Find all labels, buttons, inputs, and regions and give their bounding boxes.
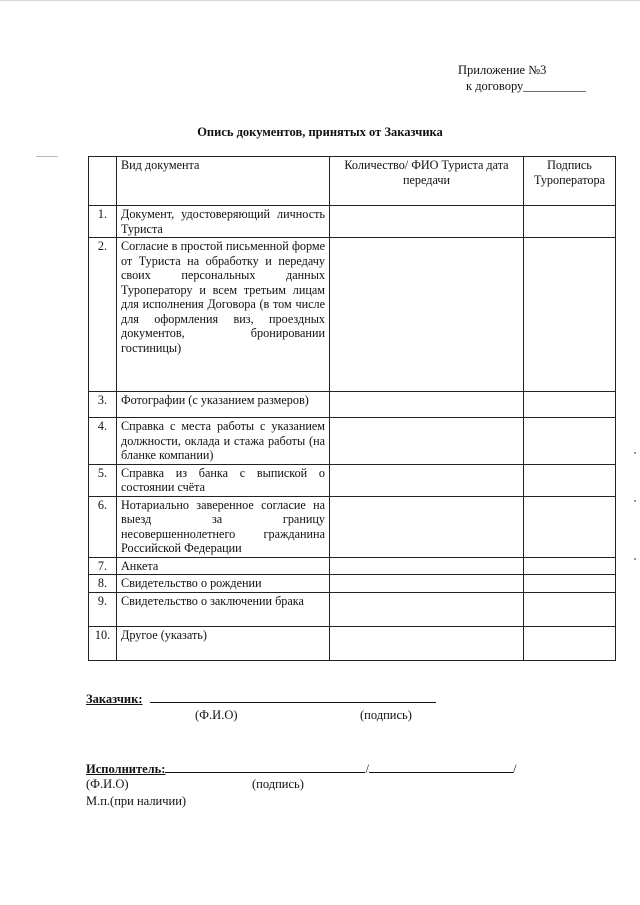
row-signature-cell	[524, 238, 616, 392]
table-row	[89, 464, 616, 496]
row-signature-cell	[524, 557, 616, 575]
row-number: 3.	[89, 392, 117, 418]
row-quantity-cell	[330, 392, 524, 418]
scan-speck	[634, 500, 636, 502]
customer-signature-line	[86, 690, 436, 707]
row-document: Справка из банка с выпиской о состоянии счёта	[117, 464, 330, 496]
table-header-row	[89, 157, 616, 206]
table-row	[89, 496, 616, 557]
row-signature-cell	[524, 206, 616, 238]
row-document: Другое (указать)	[117, 626, 330, 660]
executor-sign-caption: (подпись)	[252, 777, 304, 791]
appendix-number: Приложение №3	[458, 63, 547, 77]
executor-label: Исполнитель:	[86, 762, 166, 776]
row-document: Нотариально заверенное согласие на выезд за границу несовершеннолетнего гражданина Российской Федерации	[117, 496, 330, 557]
table-row	[89, 557, 616, 575]
row-number: 7.	[89, 557, 117, 575]
row-number: 2.	[89, 238, 117, 392]
row-signature-cell	[524, 418, 616, 465]
row-document: Документ, удостоверяющий личность Туриста	[117, 206, 330, 238]
header-number	[89, 157, 117, 206]
scan-top-edge	[0, 0, 640, 1]
row-quantity-cell	[330, 592, 524, 626]
row-document: Согласие в простой письменной форме от Туриста на обработку и передачу своих персональных данных Туроператору и всем третьим лицам для исполнения Договора (в том числе для оформления виз, проездных документов, бронировании гостиницы)	[117, 238, 330, 392]
row-quantity-cell	[330, 557, 524, 575]
row-number: 8.	[89, 575, 117, 593]
row-quantity-cell	[330, 626, 524, 660]
documents-table	[88, 156, 616, 661]
executor-sign-fill-line	[369, 760, 513, 773]
scan-speck	[36, 156, 58, 157]
header-signature: Подпись Туроператора	[524, 157, 616, 206]
stamp-caption: М.п.(при наличии)	[86, 794, 187, 808]
row-signature-cell	[524, 626, 616, 660]
executor-fio-caption: (Ф.И.О)	[86, 777, 129, 791]
row-signature-cell	[524, 464, 616, 496]
row-number: 10.	[89, 626, 117, 660]
row-number: 9.	[89, 592, 117, 626]
customer-sign-caption: (подпись)	[360, 708, 412, 722]
contract-reference: к договору__________	[466, 79, 586, 93]
table-row	[89, 592, 616, 626]
table-row	[89, 626, 616, 660]
row-document: Справка с места работы с указанием должности, оклада и стажа работы (на бланке компании)	[117, 418, 330, 465]
table-row	[89, 238, 616, 392]
customer-fill-line	[150, 690, 436, 703]
header-document-type: Вид документа	[117, 157, 330, 206]
row-quantity-cell	[330, 575, 524, 593]
executor-signature-line	[86, 760, 516, 777]
row-quantity-cell	[330, 206, 524, 238]
row-quantity-cell	[330, 418, 524, 465]
document-title: Опись документов, принятых от Заказчика	[197, 125, 443, 139]
executor-fio-fill-line	[165, 760, 365, 773]
row-document: Фотографии (с указанием размеров)	[117, 392, 330, 418]
table-row	[89, 206, 616, 238]
row-document: Анкета	[117, 557, 330, 575]
row-signature-cell	[524, 575, 616, 593]
executor-end-slash: /	[512, 762, 517, 776]
table-row	[89, 575, 616, 593]
row-signature-cell	[524, 392, 616, 418]
row-number: 1.	[89, 206, 117, 238]
customer-label: Заказчик:	[86, 692, 143, 706]
header-quantity: Количество/ ФИО Туриста дата передачи	[330, 157, 524, 206]
customer-fio-caption: (Ф.И.О)	[195, 708, 238, 722]
table-row	[89, 392, 616, 418]
row-signature-cell	[524, 592, 616, 626]
appendix-header	[458, 62, 586, 94]
row-document: Свидетельство о заключении брака	[117, 592, 330, 626]
row-quantity-cell	[330, 238, 524, 392]
row-signature-cell	[524, 496, 616, 557]
scan-speck	[634, 558, 636, 560]
row-number: 6.	[89, 496, 117, 557]
executor-separator-slash: /	[365, 762, 369, 776]
row-number: 4.	[89, 418, 117, 465]
row-number: 5.	[89, 464, 117, 496]
row-document: Свидетельство о рождении	[117, 575, 330, 593]
row-quantity-cell	[330, 496, 524, 557]
scan-speck	[634, 452, 636, 454]
table-row	[89, 418, 616, 465]
row-quantity-cell	[330, 464, 524, 496]
